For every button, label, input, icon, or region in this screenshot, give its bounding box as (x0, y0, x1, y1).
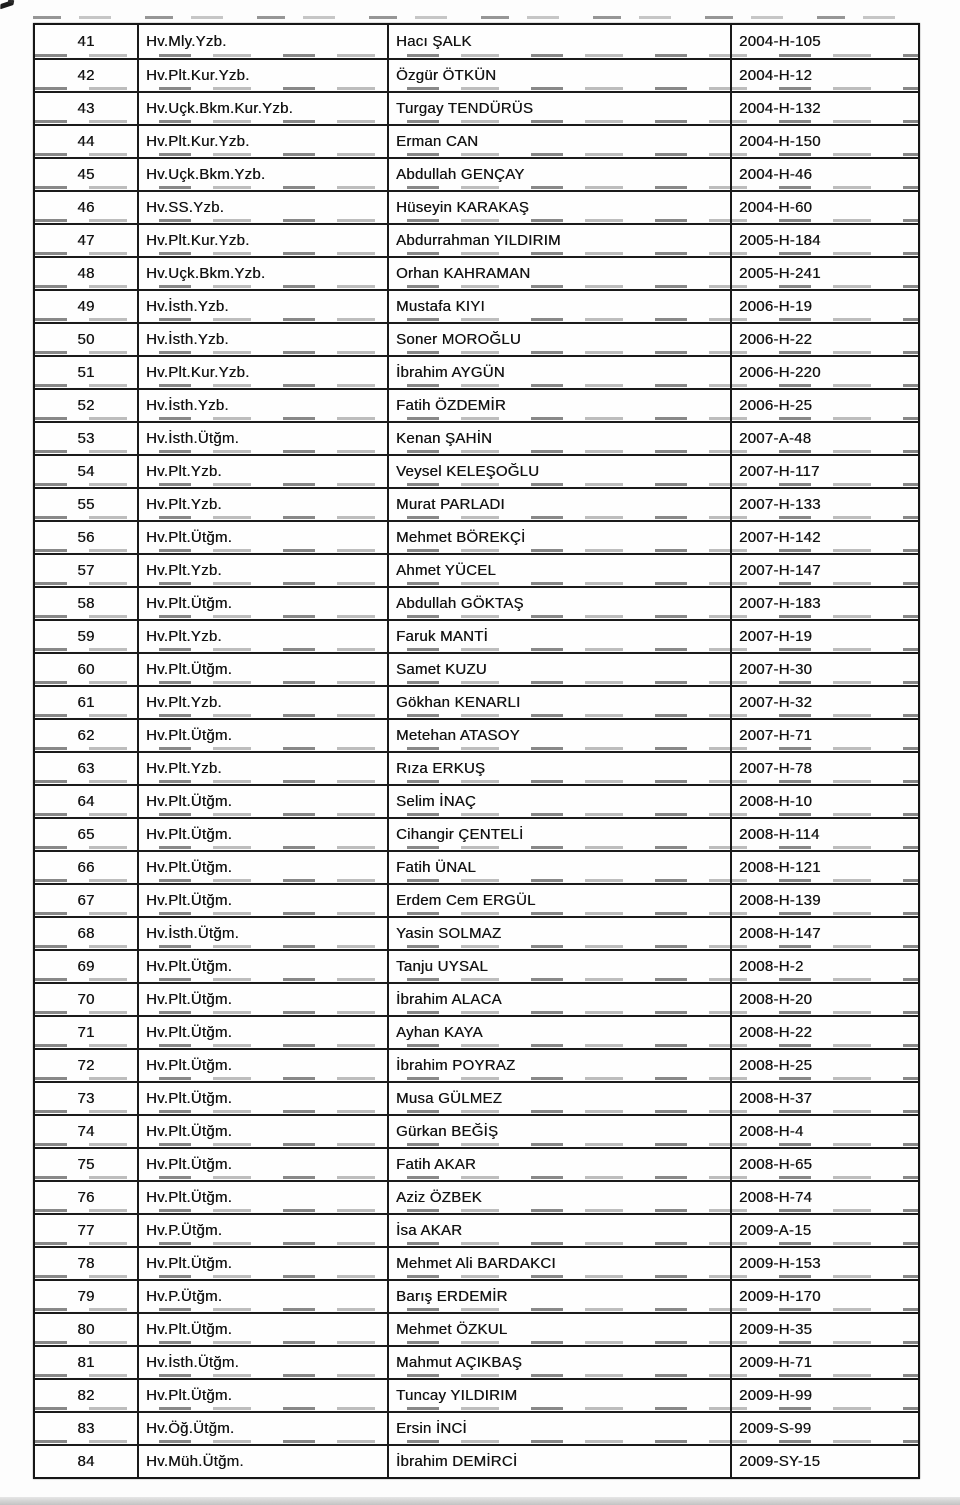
code-cell: 2004-H-60 (739, 199, 813, 216)
table-row (35, 1378, 918, 1411)
table-row (35, 157, 918, 190)
name-cell: Ayhan KAYA (389, 1017, 732, 1048)
table-row (35, 91, 918, 124)
table-row (35, 1411, 918, 1444)
table-row (35, 124, 918, 157)
name-cell: Kenan ŞAHİN (389, 423, 732, 454)
code-cell: 2006-H-19 (739, 298, 813, 315)
rank-cell: Hv.Uçk.Bkm.Kur.Yzb. (139, 93, 389, 124)
code-cell: 2007-H-133 (739, 496, 821, 513)
table-row (35, 553, 918, 586)
row-number-cell: 65 (35, 819, 139, 850)
name-cell: Barış ERDEMİR (389, 1281, 732, 1312)
row-number-cell: 80 (35, 1314, 139, 1345)
table-row (35, 1246, 918, 1279)
rank-cell: Hv.Plt.Yzb. (139, 621, 389, 652)
row-number-cell: 48 (35, 258, 139, 289)
rank-cell: Hv.İsth.Ütğm. (139, 1347, 389, 1378)
rank-cell: Hv.Plt.Yzb. (139, 489, 389, 520)
table-row (35, 256, 918, 289)
code-cell: 2009-SY-15 (739, 1453, 821, 1470)
code-cell: 2008-H-65 (739, 1156, 813, 1173)
row-number-cell: 50 (35, 324, 139, 355)
code-cell: 2007-H-117 (739, 463, 820, 480)
name-cell: Mehmet BÖREKÇİ (389, 522, 732, 553)
name-cell: Erdem Cem ERGÜL (389, 885, 732, 916)
rank-cell: Hv.P.Ütğm. (139, 1215, 389, 1246)
rank-cell: Hv.İsth.Yzb. (139, 390, 389, 421)
rank-cell: Hv.İsth.Yzb. (139, 324, 389, 355)
code-cell: 2007-H-32 (739, 694, 813, 711)
row-number-cell: 72 (35, 1050, 139, 1081)
rank-cell: Hv.Plt.Ütğm. (139, 1017, 389, 1048)
code-cell: 2007-H-78 (739, 760, 813, 777)
scan-line-artifact (33, 16, 920, 19)
name-cell: Mehmet ÖZKUL (389, 1314, 732, 1345)
rank-cell: Hv.Plt.Ütğm. (139, 654, 389, 685)
table-row (35, 685, 918, 718)
table-row (35, 421, 918, 454)
name-cell: İbrahim DEMİRCİ (389, 1446, 732, 1477)
row-number-cell: 76 (35, 1182, 139, 1213)
row-number-cell: 83 (35, 1413, 139, 1444)
personnel-table-body (35, 25, 918, 1477)
rank-cell: Hv.İsth.Ütğm. (139, 918, 389, 949)
code-cell: 2009-A-15 (739, 1222, 812, 1239)
table-row (35, 916, 918, 949)
row-number-cell: 47 (35, 225, 139, 256)
name-cell: Yasin SOLMAZ (389, 918, 732, 949)
rank-cell: Hv.Uçk.Bkm.Yzb. (139, 159, 389, 190)
name-cell: Musa GÜLMEZ (389, 1083, 732, 1114)
personnel-table (33, 23, 920, 1479)
table-row (35, 322, 918, 355)
table-row (35, 190, 918, 223)
row-number-cell: 74 (35, 1116, 139, 1147)
name-cell: Fatih ÜNAL (389, 852, 732, 883)
table-row (35, 25, 918, 58)
rank-cell: Hv.Plt.Kur.Yzb. (139, 357, 389, 388)
rank-cell: Hv.Plt.Ütğm. (139, 1380, 389, 1411)
name-cell: Ahmet YÜCEL (389, 555, 732, 586)
table-row (35, 1048, 918, 1081)
rank-cell: Hv.P.Ütğm. (139, 1281, 389, 1312)
code-cell: 2007-A-48 (739, 430, 812, 447)
table-row (35, 454, 918, 487)
code-cell: 2004-H-46 (739, 166, 813, 183)
name-cell: Mahmut AÇIKBAŞ (389, 1347, 732, 1378)
code-cell: 2008-H-74 (739, 1189, 813, 1206)
row-number-cell: 82 (35, 1380, 139, 1411)
row-number-cell: 46 (35, 192, 139, 223)
rank-cell: Hv.Plt.Ütğm. (139, 1116, 389, 1147)
name-cell: Erman CAN (389, 126, 732, 157)
rank-cell: Hv.Plt.Kur.Yzb. (139, 60, 389, 91)
row-number-cell: 56 (35, 522, 139, 553)
code-cell: 2008-H-37 (739, 1090, 813, 1107)
code-cell: 2007-H-147 (739, 562, 821, 579)
name-cell: İbrahim ALACA (389, 984, 732, 1015)
table-row (35, 1147, 918, 1180)
table-row (35, 58, 918, 91)
row-number-cell: 42 (35, 60, 139, 91)
name-cell: Metehan ATASOY (389, 720, 732, 751)
table-row (35, 850, 918, 883)
table-row (35, 1444, 918, 1477)
name-cell: İsa AKAR (389, 1215, 732, 1246)
table-row (35, 619, 918, 652)
name-cell: Rıza ERKUŞ (389, 753, 732, 784)
name-cell: Soner MOROĞLU (389, 324, 732, 355)
row-number-cell: 52 (35, 390, 139, 421)
row-number-cell: 66 (35, 852, 139, 883)
table-row (35, 949, 918, 982)
row-number-cell: 67 (35, 885, 139, 916)
rank-cell: Hv.Plt.Ütğm. (139, 1050, 389, 1081)
rank-cell: Hv.Plt.Ütğm. (139, 522, 389, 553)
name-cell: Abdurrahman YILDIRIM (389, 225, 732, 256)
code-cell: 2008-H-121 (739, 859, 821, 876)
code-cell: 2004-H-132 (739, 100, 821, 117)
row-number-cell: 69 (35, 951, 139, 982)
code-cell: 2007-H-183 (739, 595, 821, 612)
name-cell: Abdullah GÖKTAŞ (389, 588, 732, 619)
name-cell: Gökhan KENARLI (389, 687, 732, 718)
row-number-cell: 64 (35, 786, 139, 817)
rank-cell: Hv.Plt.Yzb. (139, 456, 389, 487)
rank-cell: Hv.Plt.Ütğm. (139, 1248, 389, 1279)
table-row (35, 1213, 918, 1246)
code-cell: 2004-H-105 (739, 33, 821, 50)
code-cell: 2008-H-2 (739, 958, 804, 975)
row-number-cell: 77 (35, 1215, 139, 1246)
row-number-cell: 68 (35, 918, 139, 949)
row-number-cell: 73 (35, 1083, 139, 1114)
code-cell: 2008-H-10 (739, 793, 813, 810)
row-number-cell: 60 (35, 654, 139, 685)
code-cell: 2008-H-22 (739, 1024, 813, 1041)
rank-cell: Hv.Plt.Ütğm. (139, 1182, 389, 1213)
table-row (35, 883, 918, 916)
code-cell: 2009-S-99 (739, 1420, 812, 1437)
name-cell: Selim İNAÇ (389, 786, 732, 817)
rank-cell: Hv.Plt.Yzb. (139, 687, 389, 718)
rank-cell: Hv.Uçk.Bkm.Yzb. (139, 258, 389, 289)
row-number-cell: 81 (35, 1347, 139, 1378)
row-number-cell: 62 (35, 720, 139, 751)
table-row (35, 1081, 918, 1114)
rank-cell: Hv.Plt.Ütğm. (139, 1149, 389, 1180)
row-number-cell: 58 (35, 588, 139, 619)
code-cell: 2009-H-170 (739, 1288, 821, 1305)
rank-cell: Hv.Plt.Ütğm. (139, 885, 389, 916)
rank-cell: Hv.Plt.Ütğm. (139, 588, 389, 619)
row-number-cell: 44 (35, 126, 139, 157)
scan-edge-shadow (0, 1497, 960, 1505)
table-row (35, 751, 918, 784)
rank-cell: Hv.Plt.Ütğm. (139, 720, 389, 751)
table-row (35, 586, 918, 619)
name-cell: Gürkan BEĞİŞ (389, 1116, 732, 1147)
rank-cell: Hv.Plt.Yzb. (139, 753, 389, 784)
code-cell: 2006-H-22 (739, 331, 813, 348)
name-cell: Mehmet Ali BARDAKCI (389, 1248, 732, 1279)
rank-cell: Hv.Plt.Ütğm. (139, 951, 389, 982)
rank-cell: Hv.Öğ.Ütğm. (139, 1413, 389, 1444)
code-cell: 2008-H-139 (739, 892, 821, 909)
code-cell: 2008-H-25 (739, 1057, 813, 1074)
rank-cell: Hv.İsth.Yzb. (139, 291, 389, 322)
row-number-cell: 61 (35, 687, 139, 718)
row-number-cell: 71 (35, 1017, 139, 1048)
rank-cell: Hv.Plt.Kur.Yzb. (139, 225, 389, 256)
row-number-cell: 79 (35, 1281, 139, 1312)
name-cell: Aziz ÖZBEK (389, 1182, 732, 1213)
table-row (35, 223, 918, 256)
name-cell: Veysel KELEŞOĞLU (389, 456, 732, 487)
table-row (35, 652, 918, 685)
table-row (35, 388, 918, 421)
rank-cell: Hv.Plt.Ütğm. (139, 984, 389, 1015)
code-cell: 2008-H-4 (739, 1123, 804, 1140)
code-cell: 2009-H-99 (739, 1387, 813, 1404)
table-row (35, 1345, 918, 1378)
name-cell: Faruk MANTİ (389, 621, 732, 652)
code-cell: 2007-H-30 (739, 661, 813, 678)
row-number-cell: 54 (35, 456, 139, 487)
code-cell: 2008-H-114 (739, 826, 820, 843)
rank-cell: Hv.Plt.Ütğm. (139, 1083, 389, 1114)
row-number-cell: 59 (35, 621, 139, 652)
name-cell: Tanju UYSAL (389, 951, 732, 982)
rank-cell: Hv.Plt.Ütğm. (139, 786, 389, 817)
name-cell: Orhan KAHRAMAN (389, 258, 732, 289)
table-row (35, 1279, 918, 1312)
row-number-cell: 45 (35, 159, 139, 190)
table-row (35, 1114, 918, 1147)
row-number-cell: 55 (35, 489, 139, 520)
name-cell: Özgür ÖTKÜN (389, 60, 732, 91)
row-number-cell: 43 (35, 93, 139, 124)
rank-cell: Hv.Plt.Ütğm. (139, 819, 389, 850)
table-row (35, 1015, 918, 1048)
rank-cell: Hv.Mly.Yzb. (139, 25, 389, 58)
code-cell: 2004-H-12 (739, 67, 813, 84)
row-number-cell: 70 (35, 984, 139, 1015)
name-cell: Ersin İNCİ (389, 1413, 732, 1444)
row-number-cell: 57 (35, 555, 139, 586)
table-row (35, 520, 918, 553)
code-cell: 2009-H-35 (739, 1321, 813, 1338)
code-cell: 2007-H-71 (739, 727, 813, 744)
code-cell: 2009-H-71 (739, 1354, 813, 1371)
table-row (35, 982, 918, 1015)
name-cell: Hacı ŞALK (389, 25, 732, 58)
code-cell: 2008-H-147 (739, 925, 821, 942)
rank-cell: Hv.Plt.Ütğm. (139, 1314, 389, 1345)
name-cell: Cihangir ÇENTELİ (389, 819, 732, 850)
row-number-cell: 49 (35, 291, 139, 322)
code-cell: 2006-H-220 (739, 364, 821, 381)
table-row (35, 289, 918, 322)
name-cell: Turgay TENDÜRÜS (389, 93, 732, 124)
name-cell: Fatih AKAR (389, 1149, 732, 1180)
rank-cell: Hv.Müh.Ütğm. (139, 1446, 389, 1477)
name-cell: Hüseyin KARAKAŞ (389, 192, 732, 223)
row-number-cell: 75 (35, 1149, 139, 1180)
name-cell: Murat PARLADI (389, 489, 732, 520)
rank-cell: Hv.Plt.Yzb. (139, 555, 389, 586)
rank-cell: Hv.Plt.Ütğm. (139, 852, 389, 883)
code-cell: 2007-H-142 (739, 529, 821, 546)
table-row (35, 1312, 918, 1345)
code-cell: 2006-H-25 (739, 397, 813, 414)
name-cell: Mustafa KIYI (389, 291, 732, 322)
code-cell: 2005-H-184 (739, 232, 821, 249)
row-number-cell: 53 (35, 423, 139, 454)
table-row (35, 784, 918, 817)
row-number-cell: 63 (35, 753, 139, 784)
row-number-cell: 51 (35, 357, 139, 388)
code-cell: 2004-H-150 (739, 133, 821, 150)
code-cell: 2008-H-20 (739, 991, 813, 1008)
table-row (35, 718, 918, 751)
name-cell: Samet KUZU (389, 654, 732, 685)
table-row (35, 817, 918, 850)
code-cell: 2009-H-153 (739, 1255, 821, 1272)
table-row (35, 355, 918, 388)
name-cell: Abdullah GENÇAY (389, 159, 732, 190)
rank-cell: Hv.SS.Yzb. (139, 192, 389, 223)
table-row (35, 487, 918, 520)
name-cell: Tuncay YILDIRIM (389, 1380, 732, 1411)
name-cell: İbrahim POYRAZ (389, 1050, 732, 1081)
code-cell: 2005-H-241 (739, 265, 821, 282)
row-number-cell: 78 (35, 1248, 139, 1279)
row-number-cell: 41 (35, 25, 139, 58)
name-cell: Fatih ÖZDEMİR (389, 390, 732, 421)
table-row (35, 1180, 918, 1213)
rank-cell: Hv.Plt.Kur.Yzb. (139, 126, 389, 157)
rank-cell: Hv.İsth.Ütğm. (139, 423, 389, 454)
name-cell: İbrahim AYGÜN (389, 357, 732, 388)
code-cell: 2007-H-19 (739, 628, 813, 645)
row-number-cell: 84 (35, 1446, 139, 1477)
